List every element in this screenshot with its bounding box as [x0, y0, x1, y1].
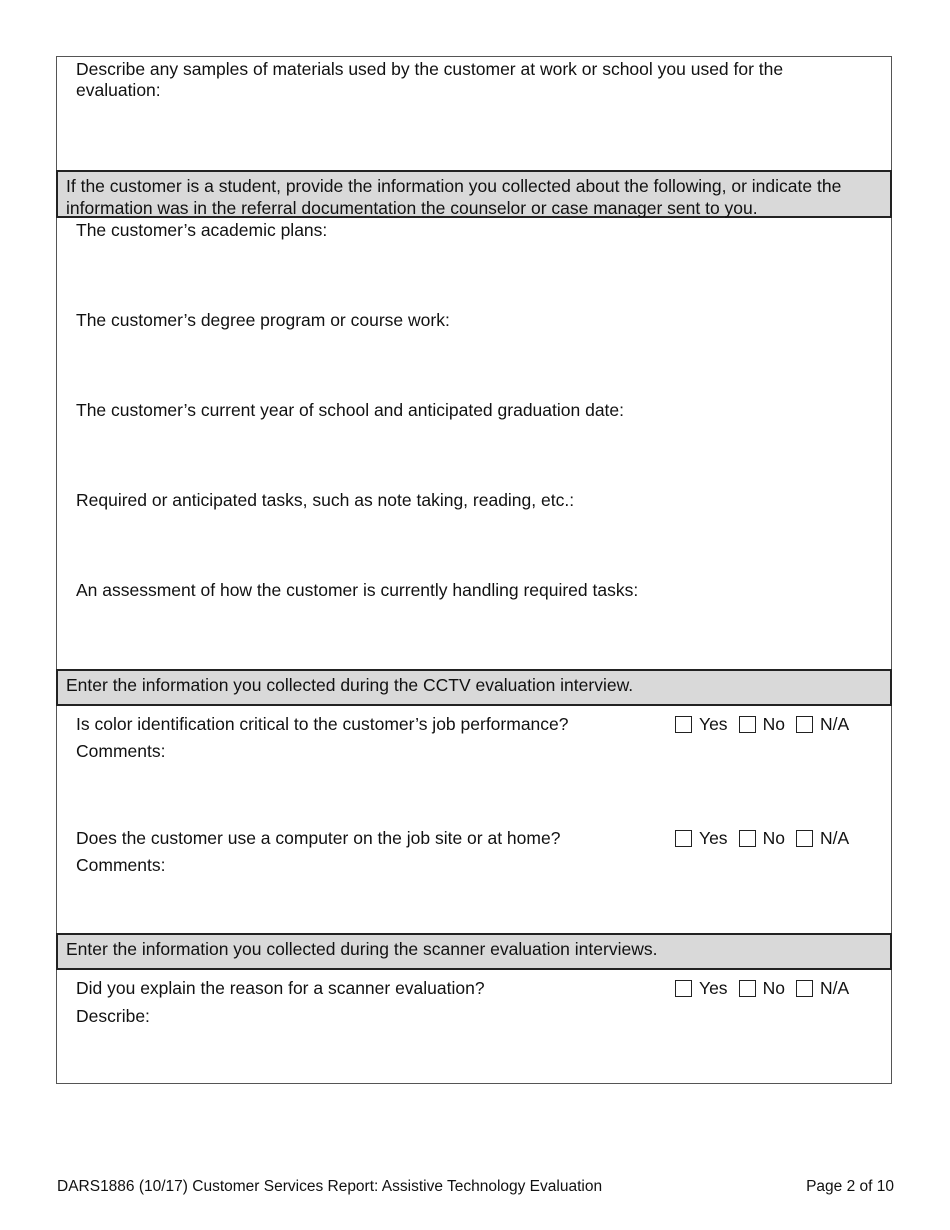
computer-use-options	[675, 828, 860, 849]
academic-plans-field[interactable]	[56, 218, 892, 309]
color-id-field[interactable]	[56, 706, 892, 820]
footer-page-number: Page 2 of 10	[806, 1178, 894, 1195]
na-checkbox[interactable]	[796, 716, 813, 733]
yes-label: Yes	[699, 978, 728, 998]
computer-use-question: Does the customer use a computer on the job site or at home?	[76, 828, 561, 848]
na-label: N/A	[819, 828, 850, 848]
student-header-text: If the customer is a student, provide the information you collected about the following, or indicate the information was in the referral documentation the counselor or case manager sent to you.	[66, 176, 842, 218]
cctv-section-header	[56, 669, 892, 706]
assessment-label: An assessment of how the customer is currently handling required tasks:	[76, 580, 639, 600]
computer-use-field[interactable]	[56, 819, 892, 934]
student-section-header	[56, 170, 892, 218]
no-checkbox[interactable]	[739, 716, 756, 733]
na-checkbox[interactable]	[796, 830, 813, 847]
no-label: No	[762, 828, 785, 848]
academic-plans-label: The customer’s academic plans:	[76, 220, 328, 240]
yes-label: Yes	[699, 714, 728, 734]
degree-program-field[interactable]	[56, 308, 892, 399]
color-id-question: Is color identification critical to the customer’s job performance?	[76, 714, 569, 734]
no-checkbox[interactable]	[739, 980, 756, 997]
no-label: No	[762, 714, 785, 734]
current-year-field[interactable]	[56, 398, 892, 489]
no-checkbox[interactable]	[739, 830, 756, 847]
materials-question: Describe any samples of materials used by the customer at work or school you used for the evaluation:	[76, 59, 784, 100]
scanner-header-text: Enter the information you collected during the scanner evaluation interviews.	[66, 939, 658, 959]
yes-checkbox[interactable]	[675, 830, 692, 847]
color-id-options	[675, 714, 860, 735]
footer-form-id: DARS1886 (10/17) Customer Services Report: Assistive Technology Evaluation	[57, 1178, 603, 1195]
comments-label: Comments:	[76, 741, 166, 761]
scanner-section-header	[56, 933, 892, 970]
assessment-field[interactable]	[56, 578, 892, 670]
describe-label: Describe:	[76, 1006, 150, 1026]
materials-field[interactable]	[56, 56, 892, 171]
na-label: N/A	[819, 978, 850, 998]
required-tasks-field[interactable]	[56, 488, 892, 579]
degree-program-label: The customer’s degree program or course work:	[76, 310, 450, 330]
yes-checkbox[interactable]	[675, 980, 692, 997]
required-tasks-label: Required or anticipated tasks, such as note taking, reading, etc.:	[76, 490, 575, 510]
na-checkbox[interactable]	[796, 980, 813, 997]
current-year-label: The customer’s current year of school and anticipated graduation date:	[76, 400, 625, 420]
na-label: N/A	[819, 714, 850, 734]
scanner-reason-question: Did you explain the reason for a scanner evaluation?	[76, 978, 485, 998]
scanner-reason-options	[675, 978, 860, 999]
scanner-reason-field[interactable]	[56, 970, 892, 1084]
no-label: No	[762, 978, 785, 998]
comments-label: Comments:	[76, 855, 166, 875]
yes-checkbox[interactable]	[675, 716, 692, 733]
cctv-header-text: Enter the information you collected during the CCTV evaluation interview.	[66, 675, 634, 695]
yes-label: Yes	[699, 828, 728, 848]
